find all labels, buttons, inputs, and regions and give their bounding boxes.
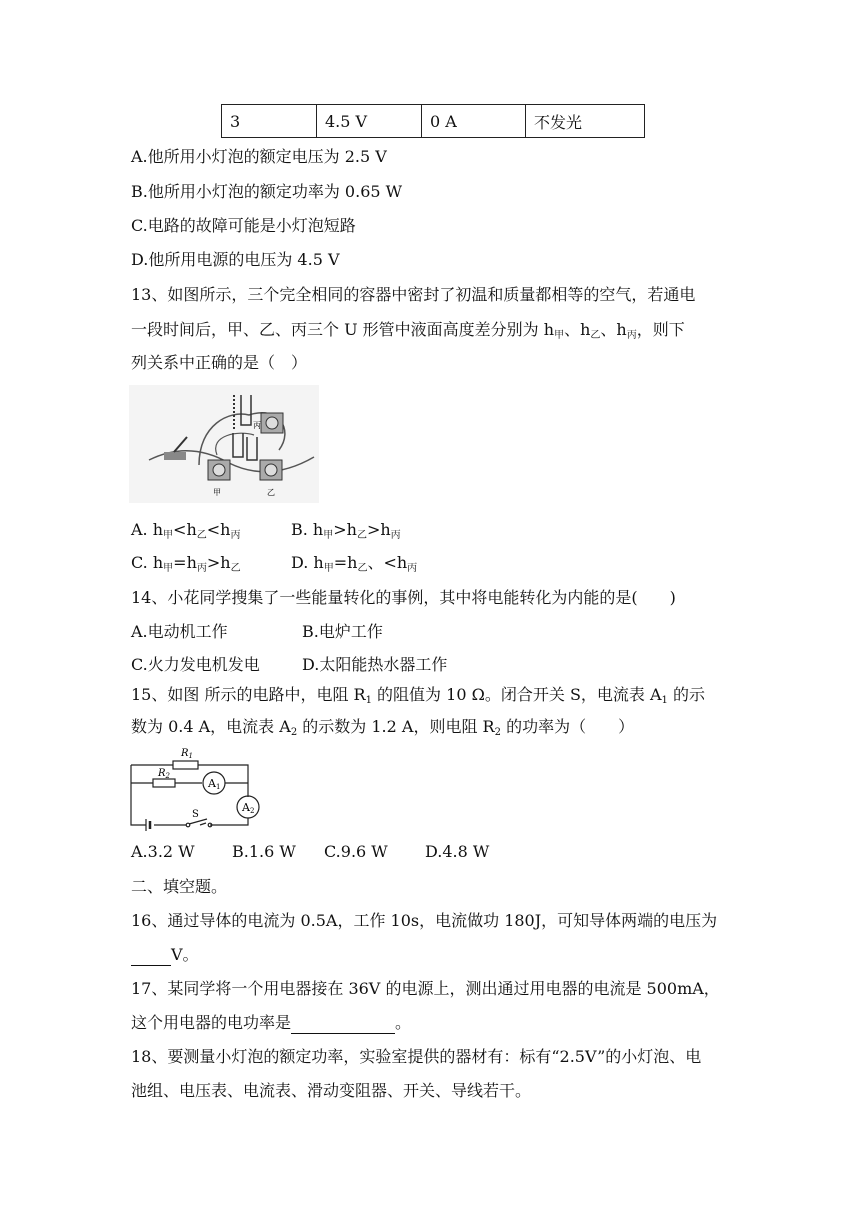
q14-option-b: B.电炉工作 bbox=[302, 622, 383, 641]
table-cell: 3 bbox=[222, 105, 317, 138]
label-yi: 乙 bbox=[267, 488, 275, 497]
table-cell: 不发光 bbox=[526, 105, 645, 138]
label-r2: $R_2$ bbox=[158, 768, 170, 780]
label-bing: 丙 bbox=[253, 421, 261, 430]
q14-option-a: A.电动机工作 bbox=[131, 622, 228, 641]
q13-option-c: C. $h_甲=h_丙>h_乙$ bbox=[131, 553, 241, 574]
q13-stem-line1: 13、如图所示，三个完全相同的容器中密封了初温和质量都相等的空气，若通电 bbox=[131, 285, 696, 304]
q16-line1: 16、通过导体的电流为 0.5A，工作 10s，电流做功 180J，可知导体两端的电压为 bbox=[131, 911, 718, 930]
q15-stem-line1: 15、如图 所示的电路中，电阻 $R_1$ 的阻值为 10 Ω。闭合开关 S，电流表 $A_1$ 的示 bbox=[131, 685, 706, 706]
q17-line2: 这个用电器的电功率是 。 bbox=[131, 1013, 412, 1032]
q12-option-a: A.他所用小灯泡的额定电压为 2.5 V bbox=[131, 147, 387, 166]
label-r1: $R_1$ bbox=[181, 748, 193, 760]
q12-option-c: C.电路的故障可能是小灯泡短路 bbox=[131, 216, 356, 235]
q15-circuit-figure bbox=[128, 745, 263, 833]
q13-option-b: B. $h_甲>h_乙>h_丙$ bbox=[291, 520, 401, 541]
q17-line1: 17、某同学将一个用电器接在 36V 的电源上，测出通过用电器的电流是 500mA， bbox=[131, 979, 720, 998]
answer-blank[interactable] bbox=[131, 947, 171, 966]
table-cell: 4.5 V bbox=[317, 105, 422, 138]
q15-option-c: C.9.6 W bbox=[324, 842, 388, 861]
q15-option-b: B.1.6 W bbox=[232, 842, 296, 861]
table-row bbox=[222, 105, 645, 138]
q12-option-b: B.他所用小灯泡的额定功率为 0.65 W bbox=[131, 182, 403, 201]
q12-option-d: D.他所用电源的电压为 4.5 V bbox=[131, 250, 340, 269]
q14-stem: 14、小花同学搜集了一些能量转化的事例，其中将电能转化为内能的是( ) bbox=[131, 588, 676, 607]
q13-figure bbox=[129, 385, 319, 503]
q15-stem-line2: 数为 0.4 A，电流表 $A_2$ 的示数为 1.2 A，则电阻 $R_2$ 的功率为（ ） bbox=[131, 717, 635, 738]
q13-option-d: D. $h_甲=h_乙$、$<h_丙$ bbox=[291, 553, 418, 574]
label-s: S bbox=[192, 809, 199, 820]
q16-line2: V。 bbox=[131, 944, 199, 966]
q13-stem-line3: 列关系中正确的是（ ） bbox=[131, 353, 308, 372]
q15-option-d: D.4.8 W bbox=[425, 842, 490, 861]
label-a2: A2 bbox=[242, 801, 255, 815]
q18-line1: 18、要测量小灯泡的额定功率，实验室提供的器材有：标有“2.5V”的小灯泡、电 bbox=[131, 1047, 702, 1066]
q14-option-c: C.火力发电机发电 bbox=[131, 655, 260, 674]
q13-option-a: A. $h_甲<h_乙<h_丙$ bbox=[131, 520, 241, 541]
q13-stem-line2: 一段时间后，甲、乙、丙三个 U 形管中液面高度差分别为 $h_甲$、$h_乙$、$h_丙$，则下 bbox=[131, 320, 685, 341]
section-heading: 二、填空题。 bbox=[131, 877, 228, 896]
data-table bbox=[221, 104, 645, 138]
q14-option-d: D.太阳能热水器工作 bbox=[302, 655, 448, 674]
q15-option-a: A.3.2 W bbox=[131, 842, 195, 861]
label-a1: A1 bbox=[208, 777, 221, 791]
q18-line2: 池组、电压表、电流表、滑动变阻器、开关、导线若干。 bbox=[131, 1081, 532, 1100]
table-cell: 0 A bbox=[422, 105, 526, 138]
label-jia: 甲 bbox=[213, 488, 221, 497]
answer-blank[interactable] bbox=[291, 1015, 395, 1034]
